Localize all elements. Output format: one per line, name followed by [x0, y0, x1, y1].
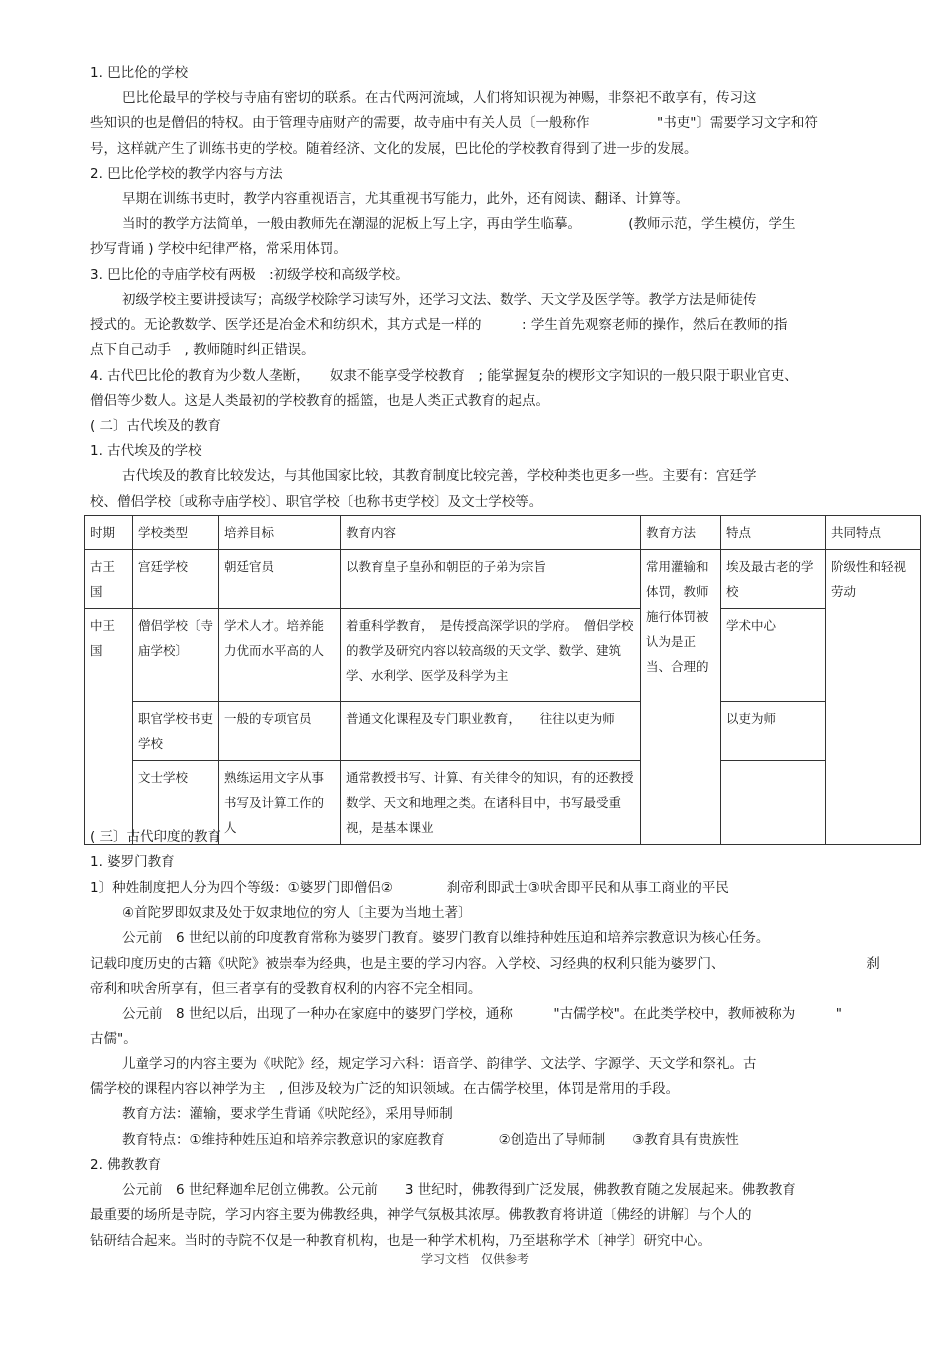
paragraph-line: 4. 古代巴比伦的教育为少数人垄断， 奴隶不能享受学校教育 ; 能掌握复杂的楔形文字知识的一般只限于职业官吏、 [90, 368, 798, 384]
paragraph-line: 记载印度历史的古籍《吠陀》被崇奉为经典，也是主要的学习内容。入学校、习经典的权利只能为婆罗门、 刹 [90, 956, 880, 972]
page-footer: 学习文档 仅供参考 [420, 1252, 529, 1266]
feature-cell: 学术中心 [721, 609, 826, 702]
goal-cell: 朝廷官员 [219, 550, 341, 609]
school-type-cell: 职官学校书吏学校 [133, 702, 219, 761]
paragraph-line: 授式的。无论教数学、医学还是冶金术和纺织术，其方式是一样的 : 学生首先观察老师的操作，然后在教师的指 [90, 317, 788, 333]
table-header-cell: 教育内容 [341, 516, 641, 550]
content-cell: 通常教授书写、计算、有关律令的知识，有的还教授数学、天文和地理之类。在诸科目中，书写最受重视，是基本课业 [341, 761, 641, 845]
heading-buddhist: 2. 佛教教育 [90, 1157, 162, 1173]
paragraph-line: 僧侣等少数人。这是人类最初的学校教育的摇篮，也是人类正式教育的起点。 [90, 393, 549, 409]
feature-cell: 埃及最古老的学校 [721, 550, 826, 609]
goal-cell: 一般的专项官员 [219, 702, 341, 761]
school-type-cell: 僧侣学校〔寺庙学校〕 [133, 609, 219, 702]
paragraph-line: 钻研结合起来。当时的寺院不仅是一种教育机构，也是一种学术机构，乃至堪称学术〔神学〕研究中心。 [90, 1233, 711, 1249]
table-row [85, 609, 921, 702]
table-header-cell: 特点 [721, 516, 826, 550]
heading-babylon-content: 2. 巴比伦学校的教学内容与方法 [90, 166, 283, 182]
paragraph-line: 点下自己动手 , 教师随时纠正错误。 [90, 342, 315, 358]
heading-brahman: 1. 婆罗门教育 [90, 854, 175, 870]
paragraph-line: 公元前 6 世纪释迦牟尼创立佛教。公元前 3 世纪时，佛教得到广泛发展，佛教教育随之发展起来。佛教教育 [122, 1182, 796, 1198]
school-type-cell: 文士学校 [133, 761, 219, 845]
paragraph-line: 早期在训练书吏时，教学内容重视语言，尤其重视书写能力，此外，还有阅读、翻译、计算等。 [122, 191, 689, 207]
table-header-row [85, 516, 921, 550]
paragraph-line: 古代埃及的教育比较发达，与其他国家比较，其教育制度比较完善，学校种类也更多一些。主要有：宫廷学 [122, 468, 757, 484]
heading-india: ( 三〕古代印度的教育 [90, 829, 222, 845]
goal-cell: 熟练运用文字从事书写及计算工作的人 [219, 761, 341, 845]
heading-egypt-schools: 1. 古代埃及的学校 [90, 443, 202, 459]
methods-cell: 常用灌输和体罚，教师施行体罚被认为是正当、合理的 [641, 550, 721, 845]
table-header-cell: 时期 [85, 516, 133, 550]
paragraph-line: 些知识的也是僧侣的特权。由于管理寺庙财产的需要，故寺庙中有关人员〔一般称作 "书吏"〕需要学习文字和符 [90, 115, 818, 131]
period-cell: 古王国 [85, 550, 133, 609]
paragraph-line: 公元前 8 世纪以后，出现了一种办在家庭中的婆罗门学校，通称 "古儒学校"。在此类学校中，教师被称为 " [122, 1006, 843, 1022]
content-cell: 普通文化课程及专门职业教育， 往往以吏为师 [341, 702, 641, 761]
paragraph-line: 1〕种姓制度把人分为四个等级：①婆罗门即僧侣② 刹帝利即武士③吠舍即平民和从事工商业的平民 [90, 880, 729, 896]
paragraph-line: 帝利和吠舍所享有，但三者享有的受教育权利的内容不完全相同。 [90, 981, 482, 997]
table-row [85, 702, 921, 761]
paragraph-line: 当时的教学方法简单，一般由教师先在潮湿的泥板上写上字，再由学生临摹。 (教师示范，学生模仿，学生 [122, 216, 796, 232]
content-cell: 着重科学教育， 是传授高深学识的学府。 僧侣学校的教学及研究内容以较高级的天文学、数学、建筑学、水利学、医学及科学为主 [341, 609, 641, 702]
paragraph-line: ④首陀罗即奴隶及处于奴隶地位的穷人〔主要为当地土著〕 [122, 905, 472, 921]
table-header-cell: 教育方法 [641, 516, 721, 550]
paragraph-line: 巴比伦最早的学校与寺庙有密切的联系。在古代两河流域，人们将知识视为神赐，非祭祀不敢享有，传习这 [122, 90, 757, 106]
paragraph-line: 抄写背诵 ) 学校中纪律严格，常采用体罚。 [90, 241, 347, 257]
paragraph-line: 儿童学习的内容主要为《吠陀》经，规定学习六科：语音学、韵律学、文法学、字源学、天文学和祭礼。古 [122, 1056, 757, 1072]
paragraph-line: 最重要的场所是寺院，学习内容主要为佛教经典，神学气氛极其浓厚。佛教教育将讲道〔佛经的讲解〕与个人的 [90, 1207, 752, 1223]
paragraph-line: 教育方法：灌输，要求学生背诵《吠陀经》，采用导师制 [122, 1106, 453, 1122]
paragraph-line: 儒学校的课程内容以神学为主 , 但涉及较为广泛的知识领域。在古儒学校里，体罚是常用的手段。 [90, 1081, 680, 1097]
heading-egypt: ( 二〕古代埃及的教育 [90, 418, 222, 434]
paragraph-line: 号，这样就产生了训练书吏的学校。随着经济、文化的发展，巴比伦的学校教育得到了进一步的发展。 [90, 141, 698, 157]
content-cell: 以教育皇子皇孙和朝臣的子弟为宗旨 [341, 550, 641, 609]
feature-cell: 以吏为师 [721, 702, 826, 761]
goal-cell: 学术人才。培养能力优而水平高的人 [219, 609, 341, 702]
table-header-cell: 学校类型 [133, 516, 219, 550]
paragraph-line: 古儒"。 [90, 1031, 137, 1047]
paragraph-line: 初级学校主要讲授读写；高级学校除学习读写外，还学习文法、数学、天文学及医学等。教学方法是师徒传 [122, 292, 757, 308]
egypt-schools-table [84, 515, 921, 845]
paragraph-line: 校、僧侣学校〔或称寺庙学校〕、职官学校〔也称书吏学校〕及文士学校等。 [90, 494, 543, 510]
table-header-cell: 培养目标 [219, 516, 341, 550]
common-feature-cell: 阶级性和轻视劳动 [826, 550, 921, 845]
feature-cell [721, 761, 826, 845]
heading-babylon-schools: 1. 巴比伦的学校 [90, 65, 189, 81]
heading-babylon-temple: 3. 巴比伦的寺庙学校有两极 :初级学校和高级学校。 [90, 267, 409, 283]
table-header-cell: 共同特点 [826, 516, 921, 550]
period-cell: 中王国 [85, 609, 133, 845]
table-row [85, 550, 921, 609]
paragraph-line: 教育特点：①维持种姓压迫和培养宗教意识的家庭教育 ②创造出了导师制 ③教育具有贵族性 [122, 1132, 739, 1148]
school-type-cell: 宫廷学校 [133, 550, 219, 609]
paragraph-line: 公元前 6 世纪以前的印度教育常称为婆罗门教育。婆罗门教育以维持种姓压迫和培养宗教意识为核心任务。 [122, 930, 770, 946]
